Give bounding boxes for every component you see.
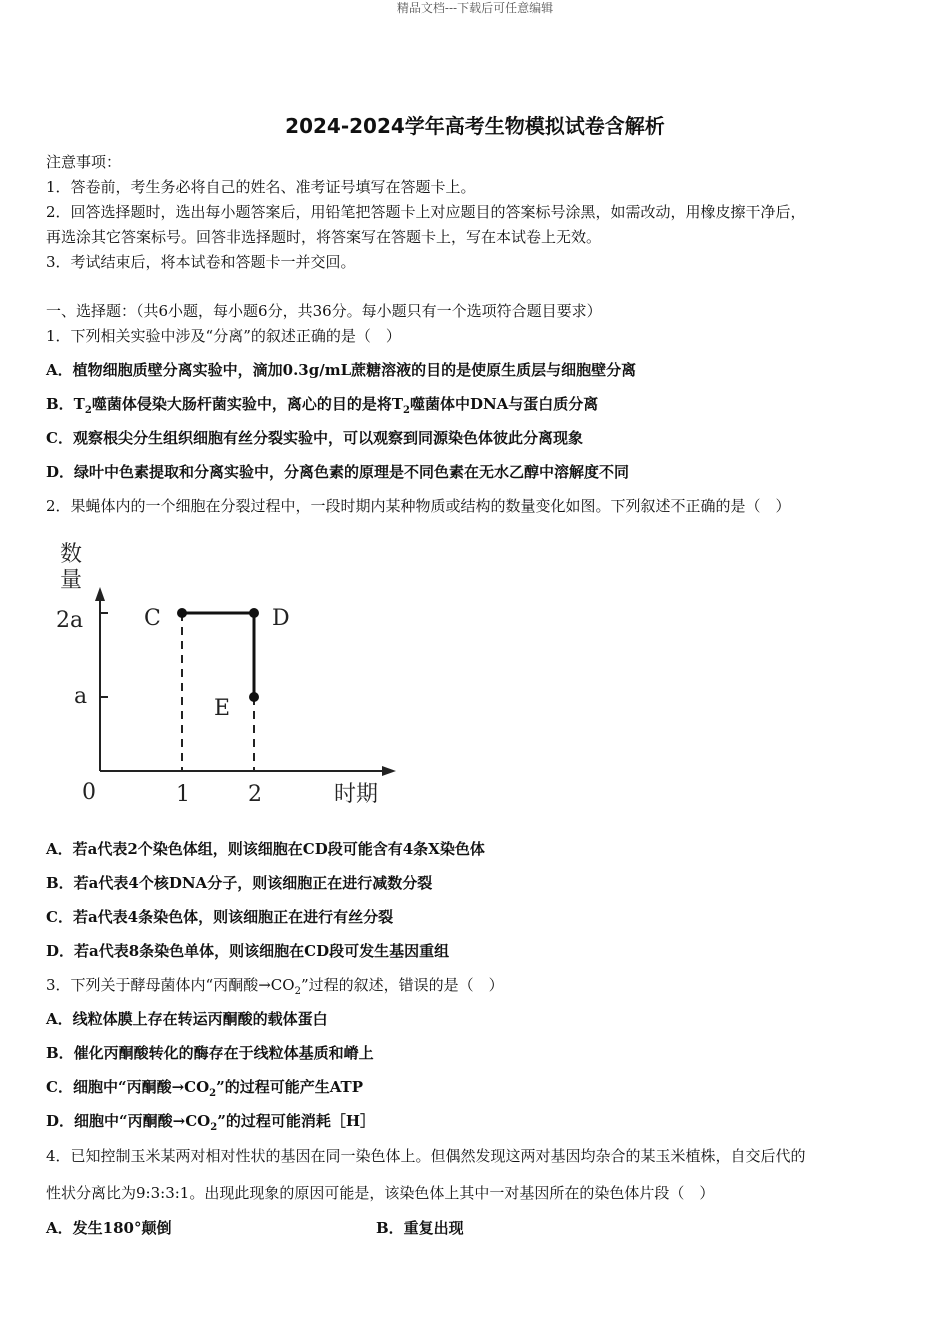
q2-figure xyxy=(46,535,406,815)
q3-stem-post: ”过程的叙述，错误的是（ ） xyxy=(300,976,504,994)
x-axis-arrow xyxy=(382,766,396,776)
q3-stem-sub: 2 xyxy=(294,986,301,997)
q1-b-sub: 2 xyxy=(84,405,92,416)
q1-option-c: C．观察根尖分生组织细胞有丝分裂实验中，可以观察到同源染色体彼此分离现象 xyxy=(46,429,583,447)
y-label-2: 量 xyxy=(60,568,83,593)
q3-option-c xyxy=(46,1076,906,1105)
origin-label: 0 xyxy=(82,780,96,805)
notice-item-3: 3．考试结束后，将本试卷和答题卡一并交回。 xyxy=(46,253,356,271)
q3-d-sub: 2 xyxy=(210,1122,218,1133)
q4-stem-line-2: 性状分离比为9:3:3:1。出现此现象的原因可能是，该染色体上其中一对基因所在的染色体片段（ ） xyxy=(46,1184,715,1202)
q4-option-b: B．重复出现 xyxy=(376,1219,464,1237)
q1-b-sub2: 2 xyxy=(402,405,410,416)
y-tick-label-a: a xyxy=(74,684,88,709)
q4-option-a: A．发生180°颠倒 xyxy=(46,1219,172,1237)
q3-option-d xyxy=(46,1110,906,1139)
q3-option-b: B．催化丙酮酸转化的酶存在于线粒体基质和嵴上 xyxy=(46,1044,374,1062)
q3-stem-pre: 3．下列关于酵母菌体内“丙酮酸→CO xyxy=(46,976,295,994)
q1-b-pre: B．T xyxy=(46,395,85,413)
q2-option-c: C．若a代表4条染色体，则该细胞正在进行有丝分裂 xyxy=(46,908,394,926)
y-tick-label-2a: 2a xyxy=(56,608,84,633)
q2-option-a: A．若a代表2个染色体组，则该细胞在CD段可能含有4条X染色体 xyxy=(46,840,485,858)
point-d-label: D xyxy=(272,606,290,631)
point-c-dot xyxy=(177,608,187,618)
point-e-label: E xyxy=(214,696,231,721)
q3-c-pre: C．细胞中“丙酮酸→CO xyxy=(46,1078,210,1096)
notice-heading: 注意事项： xyxy=(46,153,122,171)
q1-option-a: A．植物细胞质壁分离实验中，滴加0.3g/mL蔗糖溶液的目的是使原生质层与细胞壁分离 xyxy=(46,361,637,379)
page-title: 2024-2024学年高考生物模拟试卷含解析 xyxy=(285,114,665,138)
point-e-dot xyxy=(249,692,259,702)
q3-stem xyxy=(46,974,906,1003)
point-d-dot xyxy=(249,608,259,618)
notice-item-2: 2．回答选择题时，选出每小题答案后，用铅笔把答题卡上对应题目的答案标号涂黑，如需改动，用橡皮擦干净后， xyxy=(46,203,806,221)
q1-stem: 1．下列相关实验中涉及“分离”的叙述正确的是（ ） xyxy=(46,327,401,345)
q2-stem: 2．果蝇体内的一个细胞在分裂过程中，一段时期内某种物质或结构的数量变化如图。下列叙述不正确的是（ ） xyxy=(46,497,791,515)
q3-c-post: ”的过程可能产生ATP xyxy=(216,1078,363,1096)
point-c-label: C xyxy=(144,606,161,631)
q2-graph xyxy=(46,535,406,815)
q4-stem-line-1: 4．已知控制玉米某两对相对性状的基因在同一染色体上。但偶然发现这两对基因均杂合的某玉米植株，自交后代的 xyxy=(46,1147,806,1165)
q1-b-post: 噬菌体中DNA与蛋白质分离 xyxy=(409,395,599,413)
q3-option-a: A．线粒体膜上存在转运丙酮酸的载体蛋白 xyxy=(46,1010,328,1028)
q3-d-pre: D．细胞中“丙酮酸→CO xyxy=(46,1112,211,1130)
q2-option-d: D．若a代表8条染色单体，则该细胞在CD段可发生基因重组 xyxy=(46,942,450,960)
notice-item-1: 1．答卷前，考生务必将自己的姓名、准考证号填写在答题卡上。 xyxy=(46,178,476,196)
x-axis-label: 时期 xyxy=(334,782,379,807)
q1-option-b xyxy=(46,393,906,422)
y-label-1: 数 xyxy=(60,542,83,567)
q3-c-sub: 2 xyxy=(209,1088,217,1099)
x-tick-label-1: 1 xyxy=(176,782,190,807)
q2-option-b: B．若a代表4个核DNA分子，则该细胞正在进行减数分裂 xyxy=(46,874,433,892)
q1-b-mid: 噬菌体侵染大肠杆菌实验中，离心的目的是将T xyxy=(91,395,403,413)
page-header: 精品文档---下载后可任意编辑 xyxy=(396,1,554,15)
x-tick-label-2: 2 xyxy=(248,782,262,807)
notice-item-2-cont: 再选涂其它答案标号。回答非选择题时，将答案写在答题卡上，写在本试卷上无效。 xyxy=(46,228,602,246)
section-heading: 一、选择题：（共6小题，每小题6分，共36分。每小题只有一个选项符合题目要求） xyxy=(46,302,602,320)
y-axis-arrow xyxy=(95,587,105,601)
q1-option-d: D．绿叶中色素提取和分离实验中，分离色素的原理是不同色素在无水乙醇中溶解度不同 xyxy=(46,463,630,481)
q3-d-post: ”的过程可能消耗［H］ xyxy=(217,1112,375,1130)
